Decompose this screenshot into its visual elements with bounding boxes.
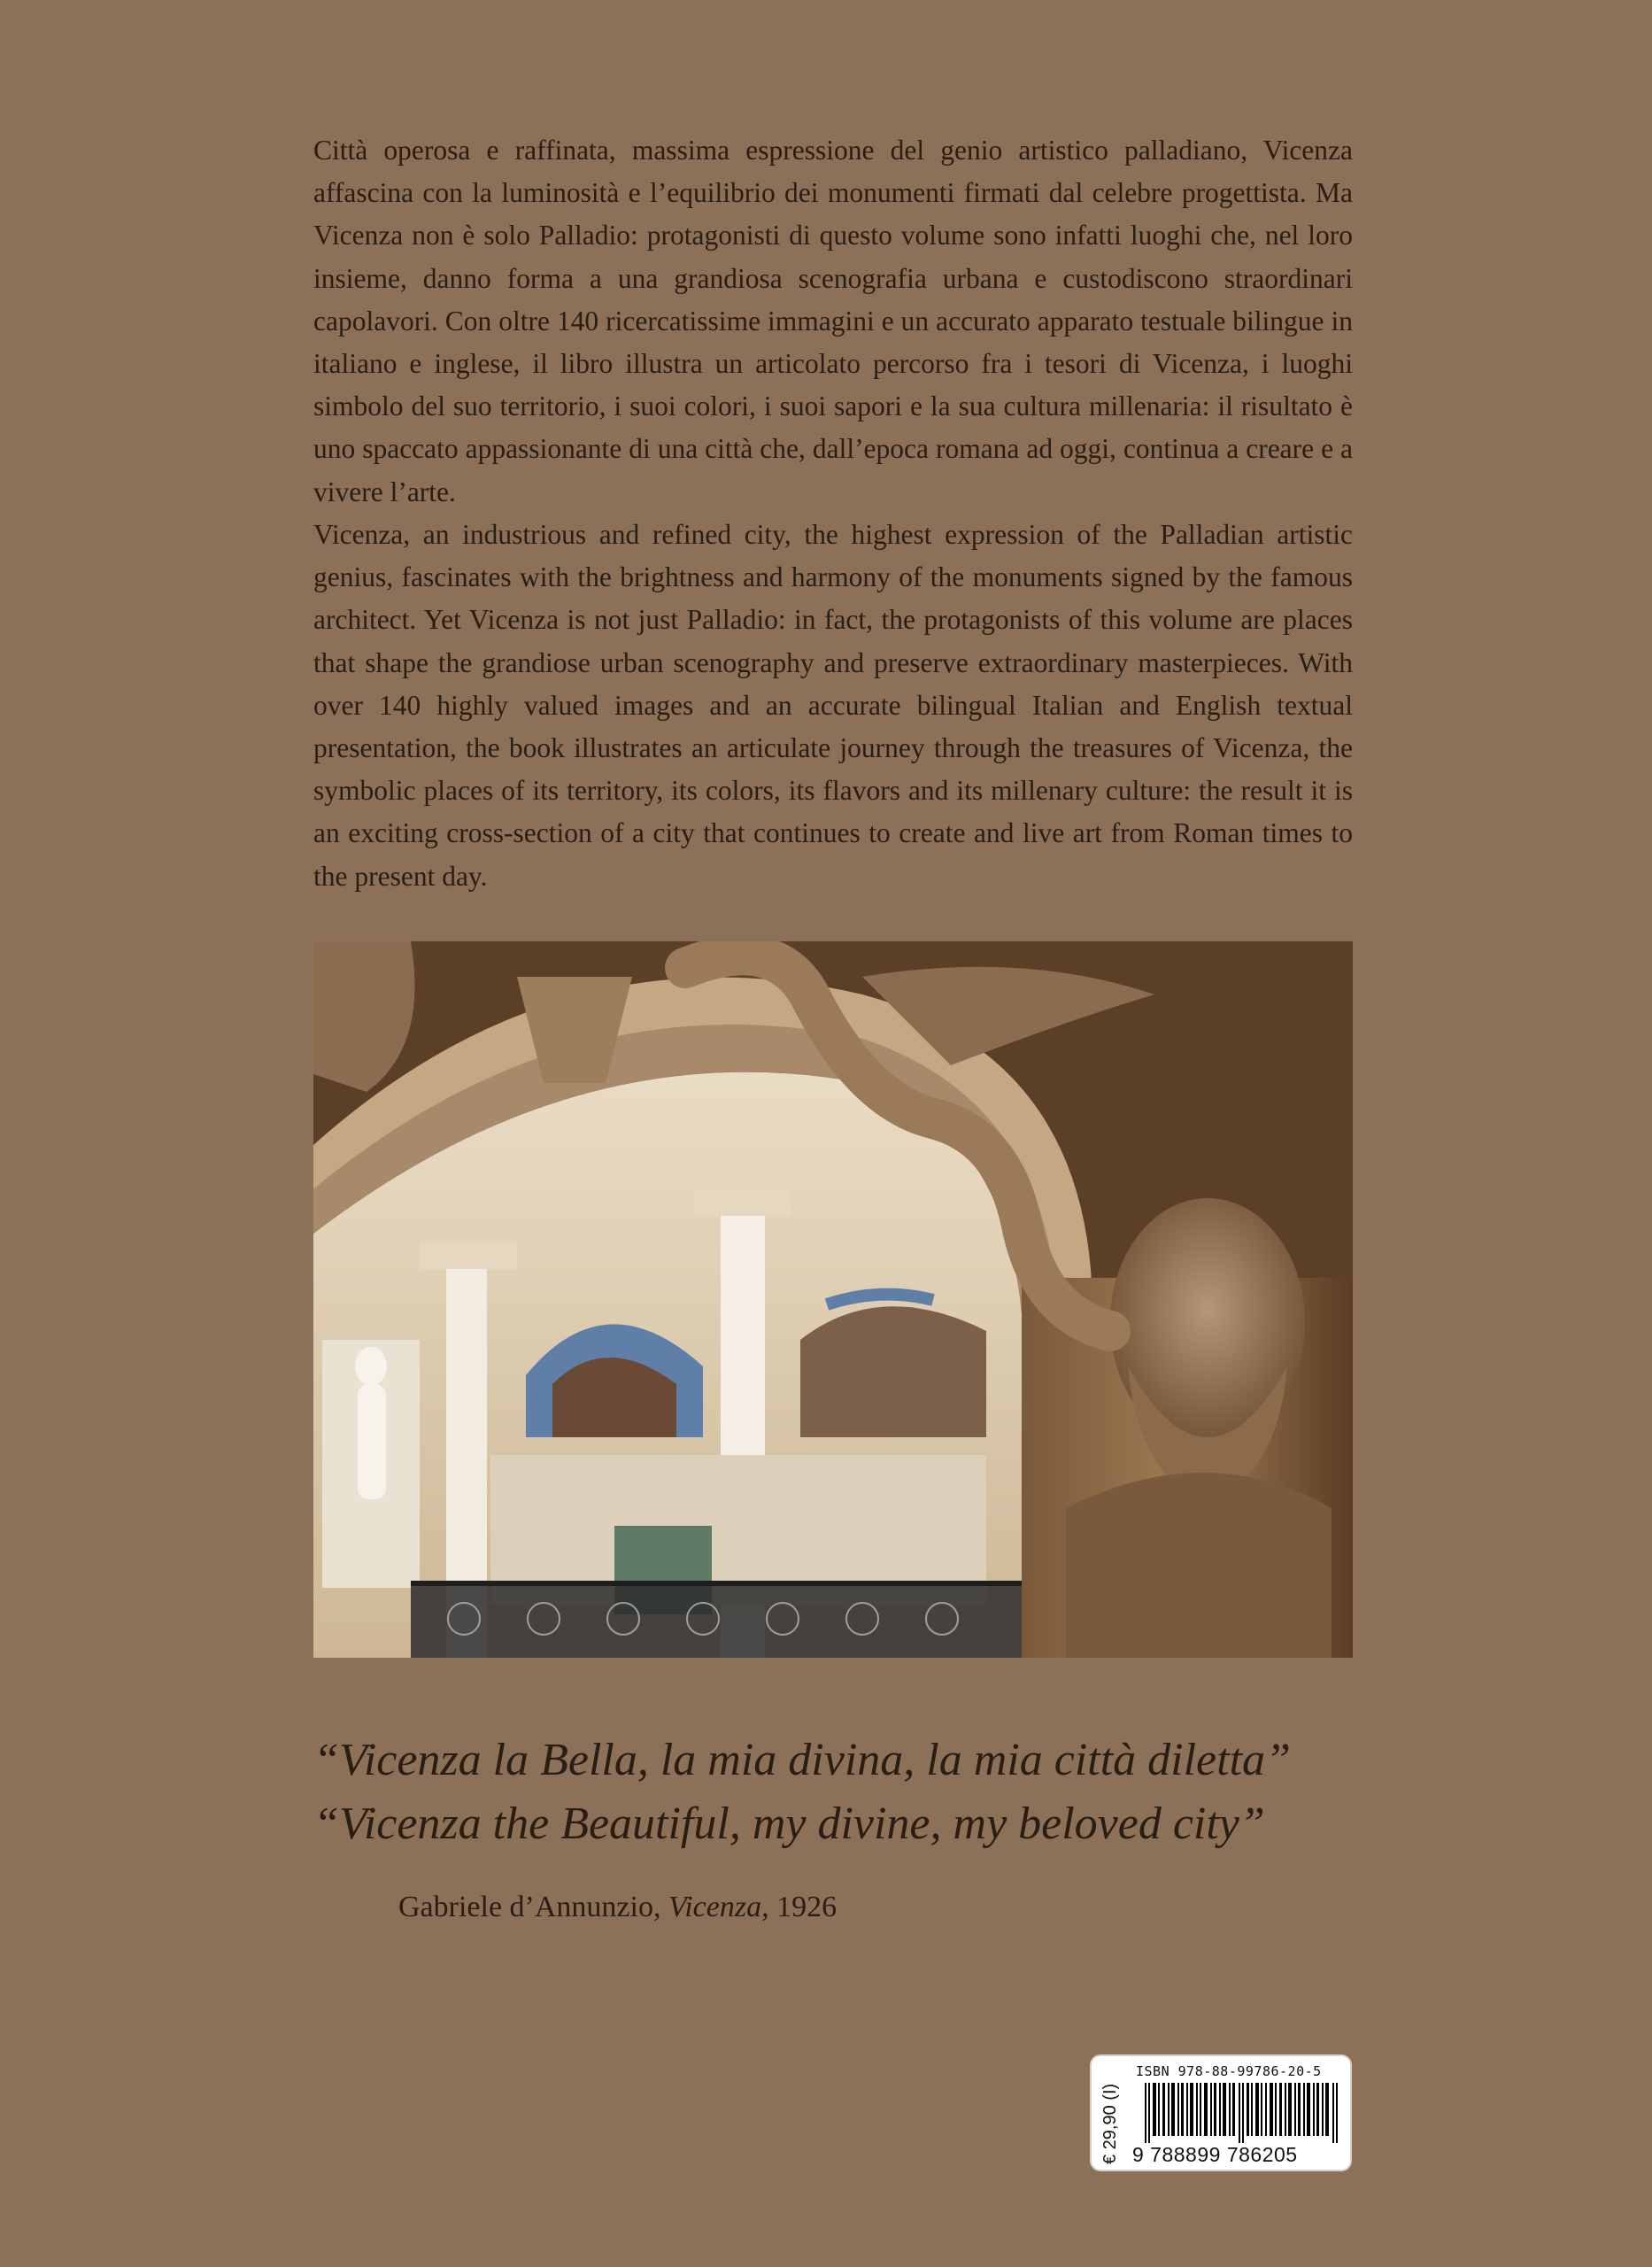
barcode-number: 9 788899 786205 <box>1132 2143 1298 2166</box>
attribution-author: Gabriele d’Annunzio, <box>398 1891 668 1923</box>
isbn-barcode-label <box>1090 2054 1352 2171</box>
price-label: € 29,90 (I) <box>1100 2083 1120 2164</box>
attribution-work: Vicenza <box>668 1891 762 1923</box>
cover-photo-palazzo-arch <box>313 941 1353 1658</box>
quote-attribution <box>398 1891 837 1924</box>
attribution-year: , 1926 <box>761 1891 838 1923</box>
quote-english: “Vicenza the Beautiful, my divine, my beloved city” <box>313 1799 1265 1849</box>
barcode-bars <box>1145 2083 1341 2143</box>
blurb-english: Vicenza, an industrious and refined city, the highest expression of the Palladian artistic genius, fascinates with the brightness and harmony of the monuments signed by the famous architect. Yet Vicenza is not just Palladio: in fact, the protagonists of this volume are places that shape the grandiose urban scenography and preserve extraordinary masterpieces. With over 140 highly valued images and an accurate bilingual Italian and English textual presentation, the book illustrates an articulate journey through the treasures of Vicenza, the symbolic places of its territory, its colors, its flavors and its millenary culture: the result it is an exciting cross-section of a city that continues to create and live art from Roman times to the present day. <box>313 519 1353 892</box>
isbn-label: ISBN 978-88-99786-20-5 <box>1136 2063 1322 2079</box>
blurb-italian: Città operosa e raffinata, massima espressione del genio artistico palladiano, Vicenza affascina con la luminosità e l’equilibrio dei monumenti firmati dal celebre progettista. Ma Vicenza non è solo Palladio: protagonisti di questo volume sono infatti luoghi che, nel loro insieme, danno forma a una grandiosa scenografia urbana e custodiscono straordinari capolavori. Con oltre 140 ricercatissime immagini e un accurato apparato testuale bilingue in italiano e inglese, il libro illustra un articolato percorso fra i tesori di Vicenza, i luoghi simbolo del suo territorio, i suoi colori, i suoi sapori e la sua cultura millenaria: il risultato è uno spaccato appassionante di una città che, dall’epoca romana ad oggi, continua a creare e a vivere l’arte. <box>313 135 1353 507</box>
quote-italian: “Vicenza la Bella, la mia divina, la mia città diletta” <box>313 1735 1291 1785</box>
